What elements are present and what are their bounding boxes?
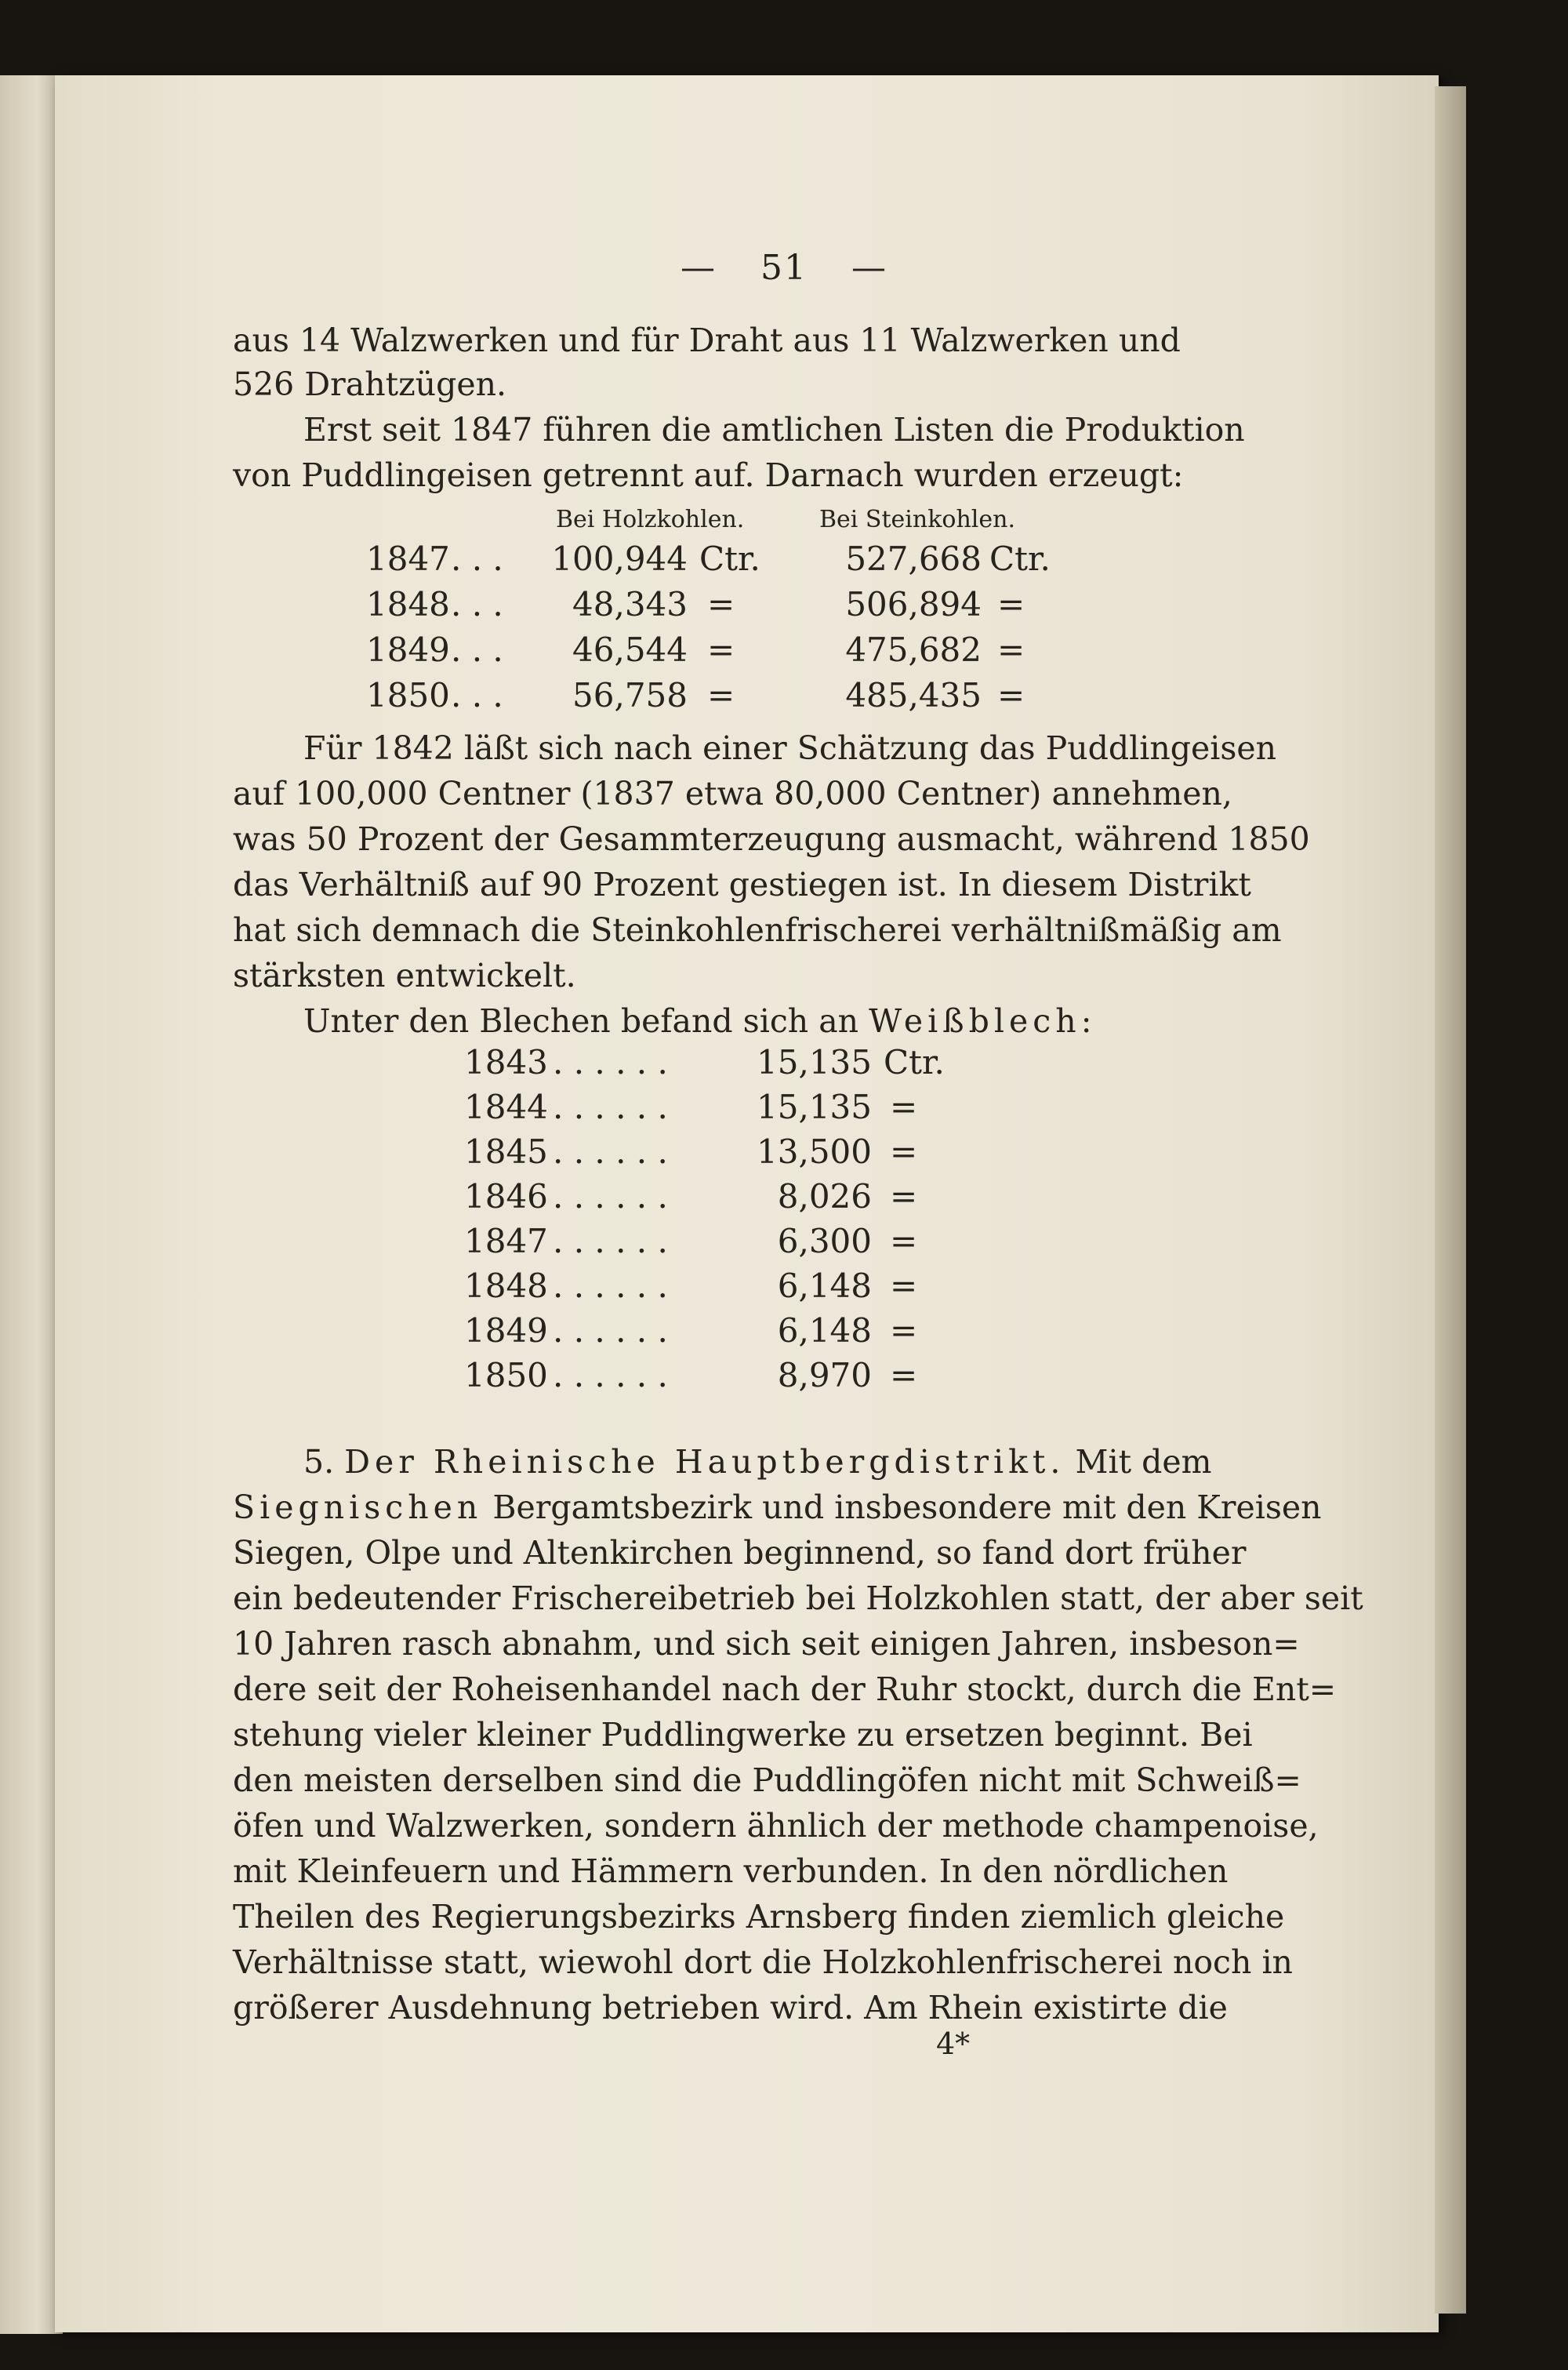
body-line: den meisten derselben sind die Puddlingöfen nicht mit Schweiß= [233,1761,1301,1799]
table-stein-value: 475,682 [845,631,982,669]
table-value: 6,148 [777,1311,872,1350]
weissblech-colon: : [1080,1002,1092,1040]
body-line: größerer Ausdehnung betrieben wird. Am Rhein existirte die [233,1989,1228,2026]
table-dots: . . . . . . [553,1132,668,1171]
table-year: 1843 [464,1043,548,1081]
body-line: stärksten entwickelt. [233,957,576,994]
table-dots: . . . [451,631,503,669]
body-line: Für 1842 läßt sich nach einer Schätzung das Puddlingeisen [303,729,1277,767]
table-value: 6,148 [777,1267,872,1305]
table-unit: = [997,676,1025,714]
header-dash-right: — [851,248,887,288]
table-dots: . . . . . . [553,1177,668,1216]
table-value: 8,026 [777,1177,872,1216]
body-line: Theilen des Regierungsbezirks Arnsberg finden ziemlich gleiche [233,1898,1285,1936]
page-stack-edge [1435,86,1466,2314]
table-year: 1848 [366,585,450,623]
table-value: 15,135 [757,1043,872,1081]
table-unit: = [890,1222,918,1260]
table-year: 1845 [464,1132,548,1171]
table-dots: . . . . . . [553,1088,668,1126]
body-line: öfen und Walzwerken, sondern ähnlich der methode champenoise, [233,1807,1319,1845]
body-line: Erst seit 1847 führen die amtlichen Listen die Produktion [303,411,1245,449]
table-value: 6,300 [777,1222,872,1260]
table-year: 1849 [464,1311,548,1350]
table-stein-value: 527,668 [845,540,982,578]
table-unit: = [997,585,1025,623]
table-dots: . . . . . . [553,1267,668,1305]
header-dash-left: — [681,248,717,288]
table-year: 1847 [366,540,450,578]
body-line: hat sich demnach die Steinkohlenfrischerei verhältnißmäßig am [233,911,1282,949]
weissblech-intro: Unter den Blechen befand sich an [303,1002,859,1040]
table-header-holzkohlen: Bei Holzkohlen. [556,506,745,533]
table-year: 1848 [464,1267,548,1305]
table-holz-value: 48,343 [572,585,688,623]
body-line: das Verhältniß auf 90 Prozent gestiegen ist. In diesem Distrikt [233,866,1251,903]
table-year: 1850 [464,1356,548,1394]
body-line: aus 14 Walzwerken und für Draht aus 11 Walzwerken und [233,322,1181,359]
section-heading-line [233,1440,1212,1484]
body-line [233,1485,1322,1529]
table-unit: Ctr. [989,540,1051,578]
body-line [233,999,1158,1043]
body-line: dere seit der Roheisenhandel nach der Ruhr stockt, durch die Ent= [233,1670,1337,1708]
table-unit: = [707,676,735,714]
table-dots: . . . [451,676,503,714]
table-unit: Ctr. [699,540,760,578]
section-number: 5. [303,1443,335,1481]
table-unit: Ctr. [884,1043,945,1081]
table-unit: = [890,1267,918,1305]
table-year: 1844 [464,1088,548,1126]
table-unit: = [890,1088,918,1126]
facing-page-edge [0,75,63,2334]
table-year: 1850 [366,676,450,714]
table-value: 8,970 [777,1356,872,1394]
table-value: 15,135 [757,1088,872,1126]
table-year: 1847 [464,1222,548,1260]
table-dots: . . . [451,585,503,623]
table-year: 1849 [366,631,450,669]
section-title: Der Rheinische Hauptbergdistrikt. [344,1443,1065,1481]
table-header-steinkohlen: Bei Steinkohlen. [819,506,1015,533]
table-unit: = [890,1177,918,1216]
body-line: mit Kleinfeuern und Hämmern verbunden. In den nördlichen [233,1852,1229,1890]
table-unit: = [997,631,1025,669]
section-rest: Mit dem [1075,1443,1212,1481]
table-unit: = [890,1132,918,1171]
body-line: was 50 Prozent der Gesammterzeugung ausmacht, während 1850 [233,820,1310,858]
table-stein-value: 506,894 [845,585,982,623]
body-line: auf 100,000 Centner (1837 etwa 80,000 Centner) annehmen, [233,775,1232,812]
body-line: 10 Jahren rasch abnahm, und sich seit einigen Jahren, insbeson= [233,1625,1300,1663]
body-line: 526 Drahtzügen. [233,365,507,403]
table-dots: . . . . . . [553,1311,668,1350]
table-holz-value: 46,544 [572,631,688,669]
table-holz-value: 100,944 [551,540,688,578]
table-unit: = [890,1356,918,1394]
body-line: stehung vieler kleiner Puddlingwerke zu ersetzen beginnt. Bei [233,1716,1253,1754]
table-value: 13,500 [757,1132,872,1171]
body-line: von Puddlingeisen getrennt auf. Darnach wurden erzeugt: [233,456,1184,494]
table-unit: = [707,631,735,669]
table-dots: . . . . . . [553,1222,668,1260]
table-dots: . . . . . . [553,1043,668,1081]
signature-mark: 4* [936,2026,971,2061]
table-dots: . . . [451,540,503,578]
weissblech-term: Weißblech [869,1002,1081,1040]
table-year: 1846 [464,1177,548,1216]
table-holz-value: 56,758 [572,676,688,714]
emphasized-term: Siegnischen [233,1489,483,1526]
table-dots: . . . . . . [553,1356,668,1394]
page-header [0,248,1568,288]
table-unit: = [707,585,735,623]
table-stein-value: 485,435 [845,676,982,714]
body-line: Siegen, Olpe und Altenkirchen beginnend, so fand dort früher [233,1534,1247,1572]
body-line: Verhältnisse statt, wiewohl dort die Holzkohlenfrischerei noch in [233,1943,1293,1981]
table-unit: = [890,1311,918,1350]
body-line-rest: Bergamtsbezirk und insbesondere mit den Kreisen [492,1489,1322,1526]
page-number: 51 [760,248,808,288]
body-line: ein bedeutender Frischereibetrieb bei Holzkohlen statt, der aber seit [233,1579,1363,1617]
